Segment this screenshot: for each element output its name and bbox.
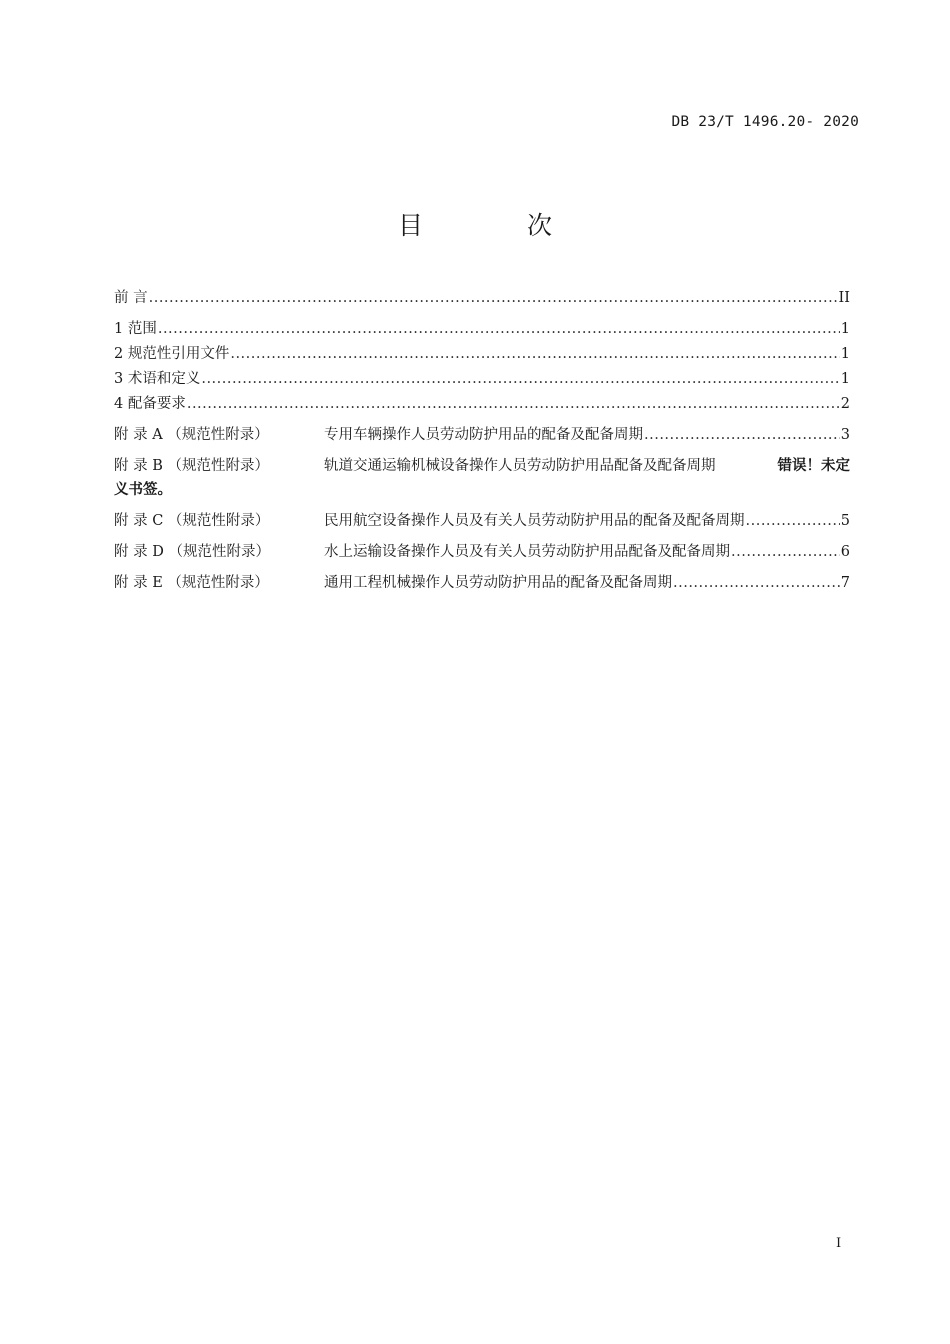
toc-page-number: 5 [840, 513, 850, 529]
toc-entry-label: 前 言 [114, 290, 148, 306]
dot-leader [230, 342, 839, 366]
toc-entry-appendix-d[interactable] [114, 540, 850, 564]
toc-entry-appendix-e[interactable] [114, 571, 850, 595]
toc-entry-scope[interactable] [114, 317, 850, 341]
dot-leader [673, 571, 840, 595]
toc-entry-label: 4 配备要求 [114, 396, 186, 412]
appendix-label: 附 录 A （规范性附录） [114, 427, 269, 443]
page-number: I [836, 1236, 842, 1251]
toc-entry-label: 2 规范性引用文件 [114, 346, 230, 362]
page-title: 目 次 [398, 211, 600, 240]
table-of-contents [114, 286, 850, 595]
toc-entry-terms[interactable] [114, 367, 850, 391]
toc-entry-foreword[interactable] [114, 286, 850, 310]
bookmark-error-text: 错误！未定 [777, 458, 850, 474]
dot-leader [149, 286, 838, 310]
toc-page-number: 1 [840, 321, 850, 337]
toc-entry-normative-references[interactable] [114, 342, 850, 366]
toc-page-number: 2 [840, 396, 850, 412]
toc-entry-appendix-b[interactable] [114, 454, 850, 502]
appendix-title: 轨道交通运输机械设备操作人员劳动防护用品配备及配备周期 [324, 458, 716, 474]
appendix-title: 水上运输设备操作人员及有关人员劳动防护用品配备及配备周期 [324, 544, 730, 560]
appendix-title: 专用车辆操作人员劳动防护用品的配备及配备周期 [324, 427, 643, 443]
toc-entry-appendix-a[interactable] [114, 423, 850, 447]
toc-entry-requirements[interactable] [114, 392, 850, 416]
toc-page-number: 1 [840, 371, 850, 387]
toc-entry-label: 1 范围 [114, 321, 157, 337]
toc-page-number: 1 [840, 346, 850, 362]
appendix-label: 附 录 C （规范性附录） [114, 513, 270, 529]
dot-leader [644, 423, 840, 447]
dot-leader [158, 317, 840, 341]
toc-page-number: II [838, 290, 850, 306]
dot-leader [201, 367, 839, 391]
standard-code: DB 23/T 1496.20- 2020 [671, 114, 859, 130]
toc-entry-appendix-c[interactable] [114, 509, 850, 533]
dot-leader [731, 540, 840, 564]
appendix-label: 附 录 D （规范性附录） [114, 544, 270, 560]
appendix-title: 民用航空设备操作人员及有关人员劳动防护用品的配备及配备周期 [324, 513, 745, 529]
appendix-label: 附 录 B （规范性附录） [114, 458, 269, 474]
bookmark-error-text-cont: 义书签。 [114, 482, 172, 498]
dot-leader [187, 392, 840, 416]
toc-page-number: 6 [840, 544, 850, 560]
toc-page-number: 3 [840, 427, 850, 443]
toc-page-number: 7 [840, 575, 850, 591]
appendix-label: 附 录 E （规范性附录） [114, 575, 269, 591]
dot-leader [746, 509, 840, 533]
appendix-title: 通用工程机械操作人员劳动防护用品的配备及配备周期 [324, 575, 672, 591]
toc-entry-label: 3 术语和定义 [114, 371, 201, 387]
